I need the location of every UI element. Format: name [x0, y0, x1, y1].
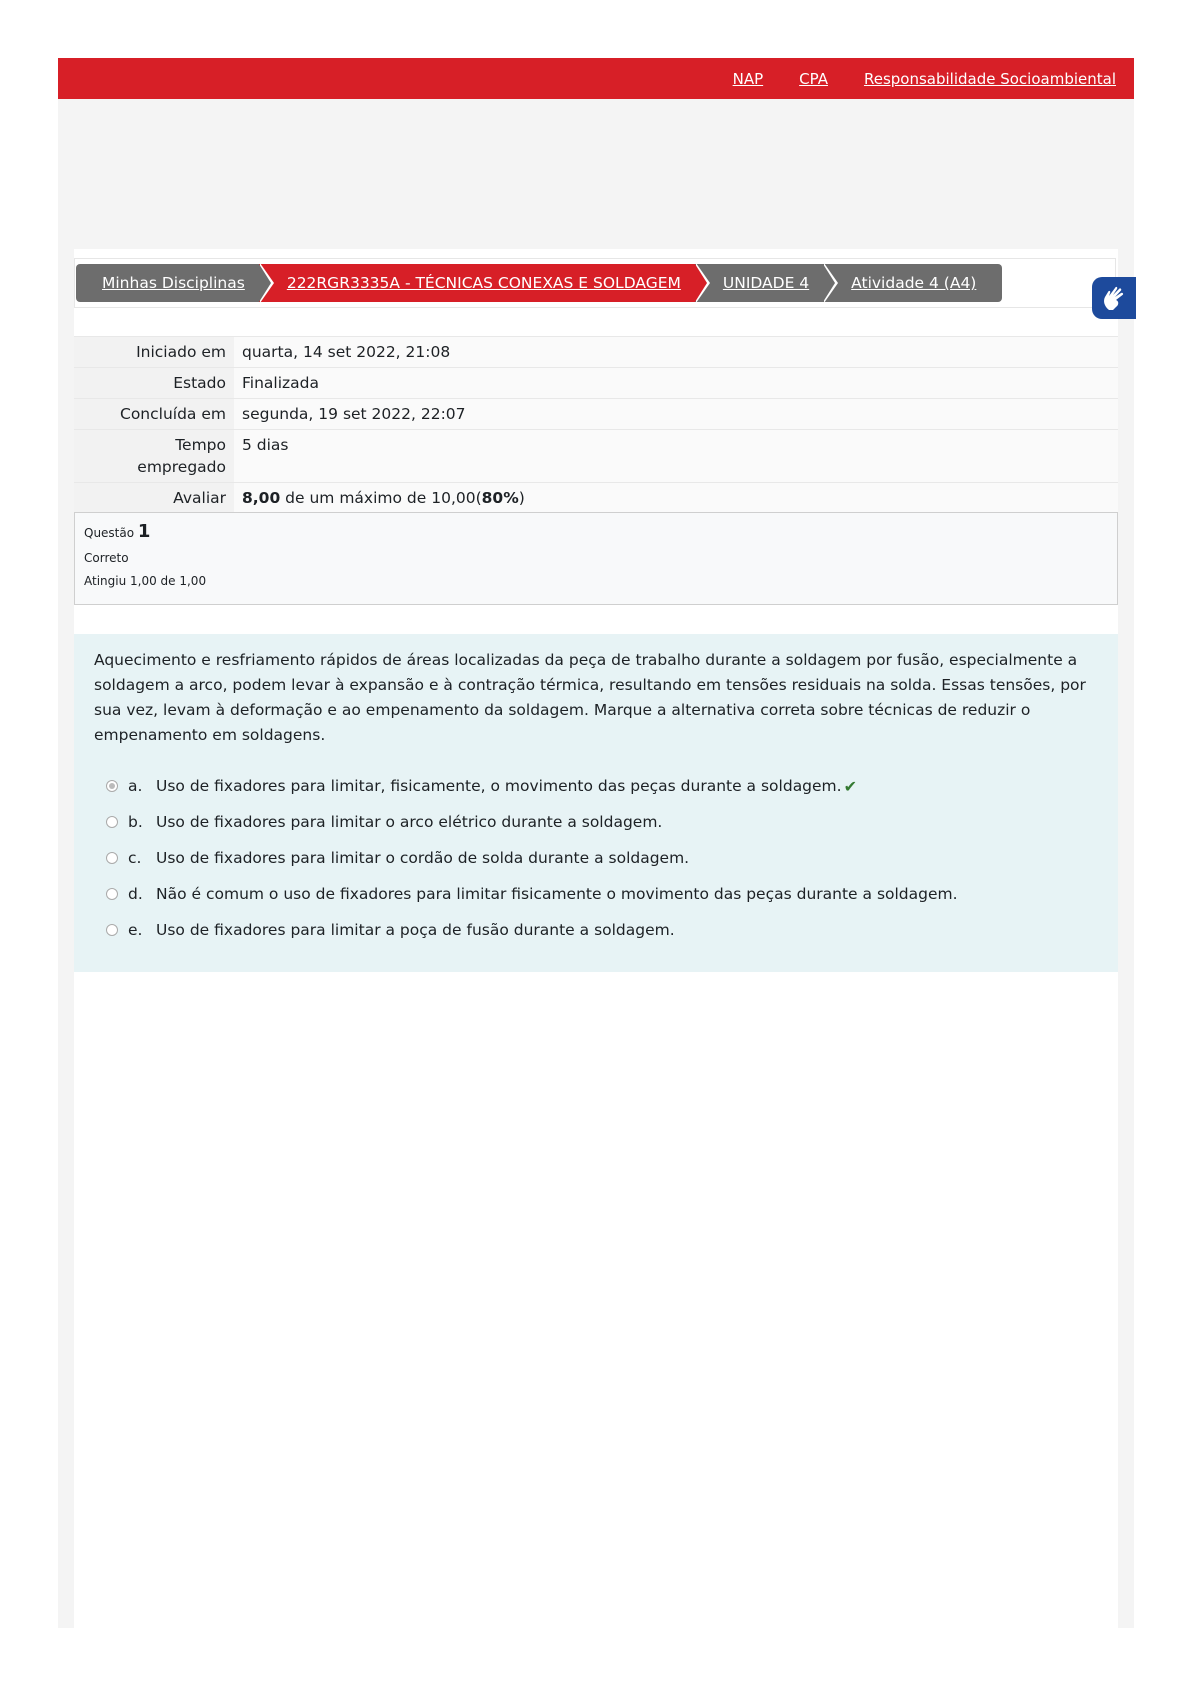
state-label: Estado [74, 368, 234, 399]
question-info-box [74, 512, 1118, 605]
breadcrumb [76, 264, 1002, 302]
started-label: Iniciado em [74, 337, 234, 368]
attempt-summary-table [74, 336, 1118, 513]
completed-value: segunda, 19 set 2022, 22:07 [234, 399, 1118, 430]
breadcrumb-label: UNIDADE 4 [722, 274, 810, 292]
answer-option-b[interactable] [106, 804, 1098, 840]
started-value: quarta, 14 set 2022, 21:08 [234, 337, 1118, 368]
answer-text: Uso de fixadores para limitar a poça de fusão durante a soldagem. [156, 920, 675, 939]
time-label-line2: empregado [137, 458, 226, 476]
grade-value [234, 483, 1118, 514]
nap-link[interactable]: NAP [732, 69, 764, 88]
summary-row-time [74, 430, 1118, 483]
breadcrumb-course[interactable] [259, 264, 695, 302]
breadcrumb-minhas-disciplinas[interactable] [76, 264, 259, 302]
question-label: Questão [84, 526, 135, 540]
breadcrumb-unidade-4[interactable] [695, 264, 823, 302]
question-points: Atingiu 1,00 de 1,00 [84, 574, 207, 588]
grade-label: Avaliar [74, 483, 234, 514]
time-value: 5 dias [234, 430, 1118, 483]
top-navigation-bar [58, 58, 1134, 99]
answer-text: Uso de fixadores para limitar o cordão de solda durante a soldagem. [156, 848, 690, 867]
answer-options [94, 768, 1098, 948]
state-value: Finalizada [234, 368, 1118, 399]
answer-letter: e. [128, 920, 143, 939]
answer-letter: d. [128, 884, 143, 903]
answer-option-e[interactable] [106, 912, 1098, 948]
answer-option-d[interactable] [106, 876, 1098, 912]
radio-button[interactable] [106, 924, 118, 936]
question-status: Correto [84, 551, 129, 565]
grade-close: ) [518, 489, 525, 507]
answer-option-c[interactable] [106, 840, 1098, 876]
grade-percent: 80% [481, 489, 519, 507]
grade-text: de um máximo de 10,00( [280, 489, 482, 507]
responsabilidade-socioambiental-link[interactable]: Responsabilidade Socioambiental [863, 69, 1116, 88]
answer-option-a[interactable] [106, 768, 1098, 804]
breadcrumb-label: 222RGR3335A - TÉCNICAS CONEXAS E SOLDAGEM [286, 274, 681, 292]
question-content [74, 634, 1118, 972]
time-label-line1: Tempo [175, 436, 226, 454]
radio-button[interactable] [106, 816, 118, 828]
sign-language-accessibility-button[interactable] [1092, 277, 1136, 319]
breadcrumb-arrow [695, 264, 707, 302]
breadcrumb-arrow [823, 264, 835, 302]
answer-text: Uso de fixadores para limitar o arco elétrico durante a soldagem. [156, 812, 663, 831]
answer-letter: a. [128, 776, 143, 795]
breadcrumb-label: Minhas Disciplinas [102, 274, 245, 292]
breadcrumb-arrow [259, 264, 271, 302]
sign-language-hand-icon [1101, 284, 1127, 312]
breadcrumb-label: Atividade 4 (A4) [851, 274, 977, 292]
answer-letter: b. [128, 812, 143, 831]
summary-row-started [74, 337, 1118, 368]
radio-button[interactable] [106, 888, 118, 900]
completed-label: Concluída em [74, 399, 234, 430]
breadcrumb-atividade-4[interactable] [823, 264, 1002, 302]
question-number [84, 521, 1108, 542]
grade-score: 8,00 [242, 489, 281, 507]
question-text: Aquecimento e resfriamento rápidos de áreas localizadas da peça de trabalho durante a soldagem por fusão, especialmente a soldagem a arco, podem levar à expansão e à contração térmica, resultando em tensões residuais na solda. Essas tensões, por sua vez, levam à deformação e ao empenamento da soldagem. Marque a alternativa correta sobre técnicas de reduzir o empenamento em soldagens. [94, 651, 1086, 744]
checkmark-icon: ✔ [843, 776, 857, 796]
summary-row-completed [74, 399, 1118, 430]
answer-text: Não é comum o uso de fixadores para limitar fisicamente o movimento das peças durante a soldagem. [156, 884, 958, 903]
radio-button-selected[interactable] [106, 780, 118, 792]
answer-letter: c. [128, 848, 142, 867]
answer-text: Uso de fixadores para limitar, fisicamente, o movimento das peças durante a soldagem. [156, 776, 842, 795]
summary-row-state [74, 368, 1118, 399]
cpa-link[interactable]: CPA [799, 69, 828, 88]
question-number-value: 1 [137, 521, 151, 542]
radio-button[interactable] [106, 852, 118, 864]
summary-row-grade [74, 483, 1118, 514]
time-label [74, 430, 234, 483]
